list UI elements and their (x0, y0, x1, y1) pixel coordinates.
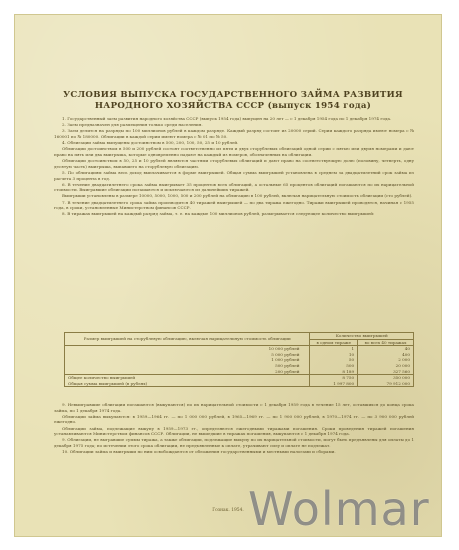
title-line-1: УСЛОВИЯ ВЫПУСКА ГОСУДАРСТВЕННОГО ЗАЙМА РАЗВИТИЯ (63, 90, 403, 100)
paragraph: Выигрыши установлены в размере 10000, 5000, 1000, 500 и 200 рублей на облигацию в 100 рублей, включая нарицательную стоимость облигации (сто рублей). (62, 193, 413, 199)
paragraph: Облигации достоинством в 50, 25 и 10 рублей являются частями сторублевых облигаций и дают право на соответствующую долю (половину, четверть, одну десятую часть) выигрыша, выпавшего на сторублевую облигацию. (54, 158, 414, 169)
paragraph: 6. В течение двадцатилетнего срока займа выигрывает 35 процентов всех облигаций, а остальные 65 процентов облигаций погашаются по их нарицательной стоимости. Выигравшие облигации погашаются и исключаются из дальнейших тиражей. (54, 181, 414, 193)
conditions-text-continued (54, 402, 414, 455)
paragraph: 2. Заем предназначен для размещения только среди населения. (62, 122, 203, 128)
table-row: 5 000 рублей 10 400 (65, 352, 414, 358)
paragraph: Облигации достоинством в 500 и 200 рублей состоят соответственно из пяти и двух сторублевых облигаций одной серии с пятью или двумя номерами и дают право на пять или два выигрыша, которые одновременно падают на каждый из номеров, обозначенных на облигации. (54, 146, 414, 157)
table-row: 1 000 рублей 50 2 000 (65, 357, 414, 363)
paragraph: 8. В тиражах выигрышей на каждый разряд займа, т. е. на каждые 100 миллионов рублей, разыгрывается следующее количество выигрышей: (62, 211, 375, 217)
paragraph: 5. По облигациям займа весь доход выплачивается в форме выигрышей. Общая сумма выигрышей установлена в среднем за двадцатилетний срок займа из расчета 3 процента в год. (54, 169, 414, 181)
prize-table (64, 332, 414, 387)
watermark: Wolmar (248, 482, 430, 536)
title-line-2: НАРОДНОГО ХОЗЯЙСТВА СССР (выпуск 1954 года) (94, 101, 372, 111)
total-sum-row: Общая сумма выигрышей (в рублях) 1 997 800 79 912 000 (65, 381, 414, 387)
table-row: 500 рублей 500 20 000 (65, 363, 414, 369)
conditions-text (54, 116, 414, 218)
printer-imprint: Гознак. 1954. (212, 508, 244, 513)
paragraph: 7. В течение двадцатилетнего срока займа производится 40 тиражей выигрышей — по два тиража ежегодно. Тиражи выигрышей проводятся, начиная с 1955 года, в сроки, установленные Министерством финансов СССР. (54, 199, 414, 211)
paragraph: Облигации займа, подлежащие выкупу в 1959—1973 гг., определяются ежегодными тиражами погашения. Сроки проведения тиражей погашения устанавливаются Министерством финансов СССР. Облигации, не вышедшие в тиражах погашения, выкупаются с 1 декабря 1974 года. (54, 425, 414, 437)
paragraph: 3. Заем делится на разряды по 100 миллионов рублей в каждом разряде. Каждый разряд состоит из 20000 серий. Серии каждого разряда имеют номера с № 160001 по № 180000. Облигации в каждой серии имеют номера с № 01 по № 50. (54, 128, 414, 139)
document-title (54, 90, 412, 112)
prize-size-header: Размер выигрышей на сторублевую облигацию, включая нарицательную стоимость облигации (65, 333, 310, 346)
paragraph: 1. Государственный заем развития народного хозяйства СССР (выпуск 1954 года) выпущен на 20 лет — с 1 декабря 1954 года по 1 декабря 1974 года. (62, 116, 392, 121)
total-count-row: Общее количество выигрышей 8 750 350 000 (65, 375, 414, 381)
paragraph: 10. Облигации займа и выигрыши по ним освобождаются от обложения государственными и местными налогами и сборами. (62, 449, 336, 455)
prize-count-header: Количество выигрышей (310, 333, 414, 340)
paragraph: 4. Облигации займа выпущены достоинством в 500, 200, 100, 50, 25 и 10 рублей. (62, 140, 239, 146)
table-row: 10 000 рублей 1 40 (65, 346, 414, 352)
paragraph: 9. Невыигравшие облигации погашаются (выкупаются) по их нарицательной стоимости с 1 декабря 1959 года в течение 15 лет, оставшихся до конца срока займа, по 1 декабря 1974 года. (54, 402, 414, 413)
bond-back-sheet (14, 14, 442, 537)
paragraph: 9. Облигации, не выгравшие суммы тиража, а также облигации, подлежащие выкупу по их нарицательной стоимости, могут быть предъявлены для оплаты до 1 декабря 1975 года; по истечении этого срока облигации, не предъявленные к оплате, утрачивают силу и оплате не подлежат. (54, 437, 414, 448)
paragraph: Облигации займа выкупаются: в 1959—1964 гг. — по 1 000 000 рублей, в 1965—1969 гг. — по 1 900 000 рублей, в 1970—1974 гг. — по 3 900 000 рублей ежегодно. (54, 413, 414, 425)
per-draw-header: в одном тираже (310, 339, 358, 346)
all-draws-header: во всех 40 тиражах (358, 339, 414, 346)
table-row: 200 рублей 8 189 327 560 (65, 369, 414, 375)
